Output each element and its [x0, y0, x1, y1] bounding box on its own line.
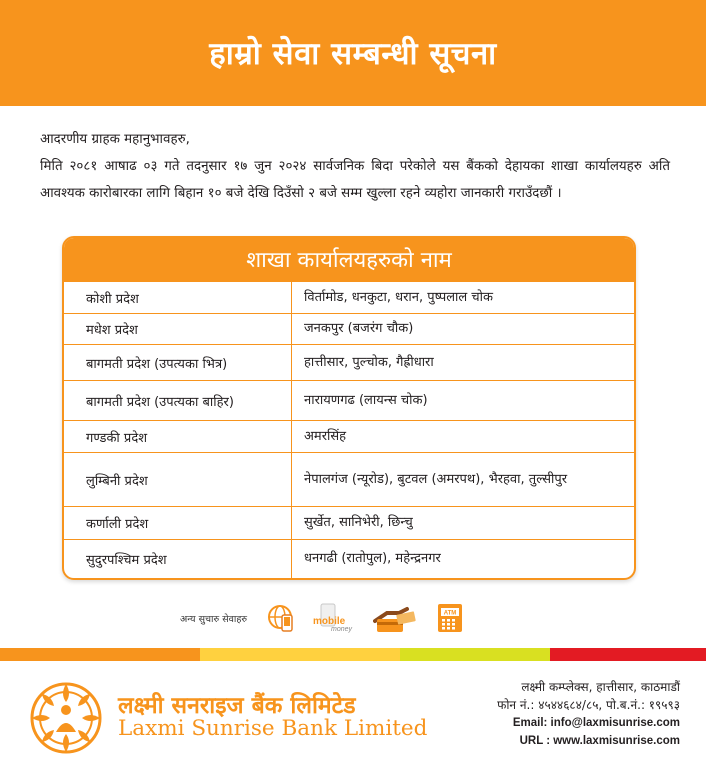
province-cell: बागमती प्रदेश (उपत्यका बाहिर)	[64, 381, 292, 420]
mobile-money-text-2: money	[331, 626, 353, 633]
branches-cell: विर्तामोड, धनकुटा, धरान, पुष्पलाल चोक	[304, 289, 493, 305]
province-cell: बागमती प्रदेश (उपत्यका भित्र)	[64, 345, 292, 380]
services-label: अन्य सुचारु सेवाहरु	[180, 613, 248, 625]
atm-text: ATM	[443, 610, 457, 617]
mobile-money-text-1: mobile	[313, 616, 346, 627]
color-stripe	[0, 648, 706, 661]
card-icon	[373, 603, 421, 633]
table-row	[64, 421, 634, 453]
province-cell: लुम्बिनी प्रदेश	[64, 453, 292, 506]
branch-rows	[64, 282, 634, 578]
contact-info	[497, 678, 680, 750]
notice-body: मिति २०८१ आषाढ ०३ गते तदनुसार १७ जुन २०२४ सार्वजनिक बिदा परेकोले यस बैंकको देहायका शाखा कार्यालयहरु अति आवश्यक कारोबारका लागि बिहान १० बजे देखि दिउँसो २ बजे सम्म खुल्ला रहने व्यहोरा जानकारी गराउँदछौं ।	[40, 159, 670, 201]
branch-table	[62, 236, 636, 580]
notice-text	[40, 126, 670, 207]
bank-name-nepali: लक्ष्मी सनराइज बैंक लिमिटेड	[118, 693, 356, 719]
province-cell: सुदुरपश्चिम प्रदेश	[64, 540, 292, 578]
branches-cell: जनकपुर (बजरंग चौक)	[304, 321, 414, 336]
mobile-money-icon	[311, 603, 357, 633]
branches-cell: सुर्खेत, सानिभेरी, छिन्चु	[304, 515, 413, 530]
table-row	[64, 507, 634, 540]
email: Email: info@laxmisunrise.com	[512, 717, 680, 729]
atm-icon	[437, 603, 463, 633]
table-row	[64, 540, 634, 578]
branches-cell: हात्तीसार, पुल्चोक, गैह्रीधारा	[304, 354, 434, 370]
website: URL : www.laxmisunrise.com	[519, 735, 680, 747]
stripe-lime	[400, 648, 550, 661]
stripe-orange	[0, 648, 200, 661]
salutation: आदरणीय ग्राहक महानुभावहरु,	[40, 132, 190, 147]
page-title: हाम्रो सेवा सम्बन्धी सूचना	[209, 36, 497, 72]
table-row	[64, 314, 634, 345]
stripe-red	[550, 648, 706, 661]
province-cell: कर्णाली प्रदेश	[64, 507, 292, 539]
branches-cell: अमरसिंह	[304, 428, 347, 444]
branches-cell: धनगढी (रातोपुल), महेन्द्रनगर	[304, 551, 441, 566]
stripe-yellow	[200, 648, 400, 661]
table-row	[64, 345, 634, 381]
table-row	[64, 282, 634, 314]
table-row	[64, 381, 634, 421]
lotus-logo-icon	[28, 680, 104, 756]
phone: फोन नं.: ४५४४६८४/८५, पो.ब.नं.: १९५९३	[497, 698, 680, 712]
province-cell: कोशी प्रदेश	[64, 282, 292, 313]
branch-table-heading: शाखा कार्यालयहरुको नाम	[64, 238, 634, 282]
address: लक्ष्मी कम्प्लेक्स, हात्तीसार, काठमाडौं	[521, 680, 680, 694]
other-services	[180, 600, 463, 636]
branches-cell: नारायणगढ (लायन्स चोक)	[304, 392, 428, 408]
branches-cell: नेपालगंज (न्यूरोड), बुटवल (अमरपथ), भैरहवा, तुल्सीपुर	[304, 471, 568, 487]
province-cell: गण्डकी प्रदेश	[64, 421, 292, 452]
province-cell: मधेश प्रदेश	[64, 314, 292, 344]
table-row	[64, 453, 634, 507]
bank-name-english: Laxmi Sunrise Bank Limited	[118, 716, 428, 741]
internet-banking-icon	[267, 603, 295, 633]
header-banner	[0, 0, 706, 106]
